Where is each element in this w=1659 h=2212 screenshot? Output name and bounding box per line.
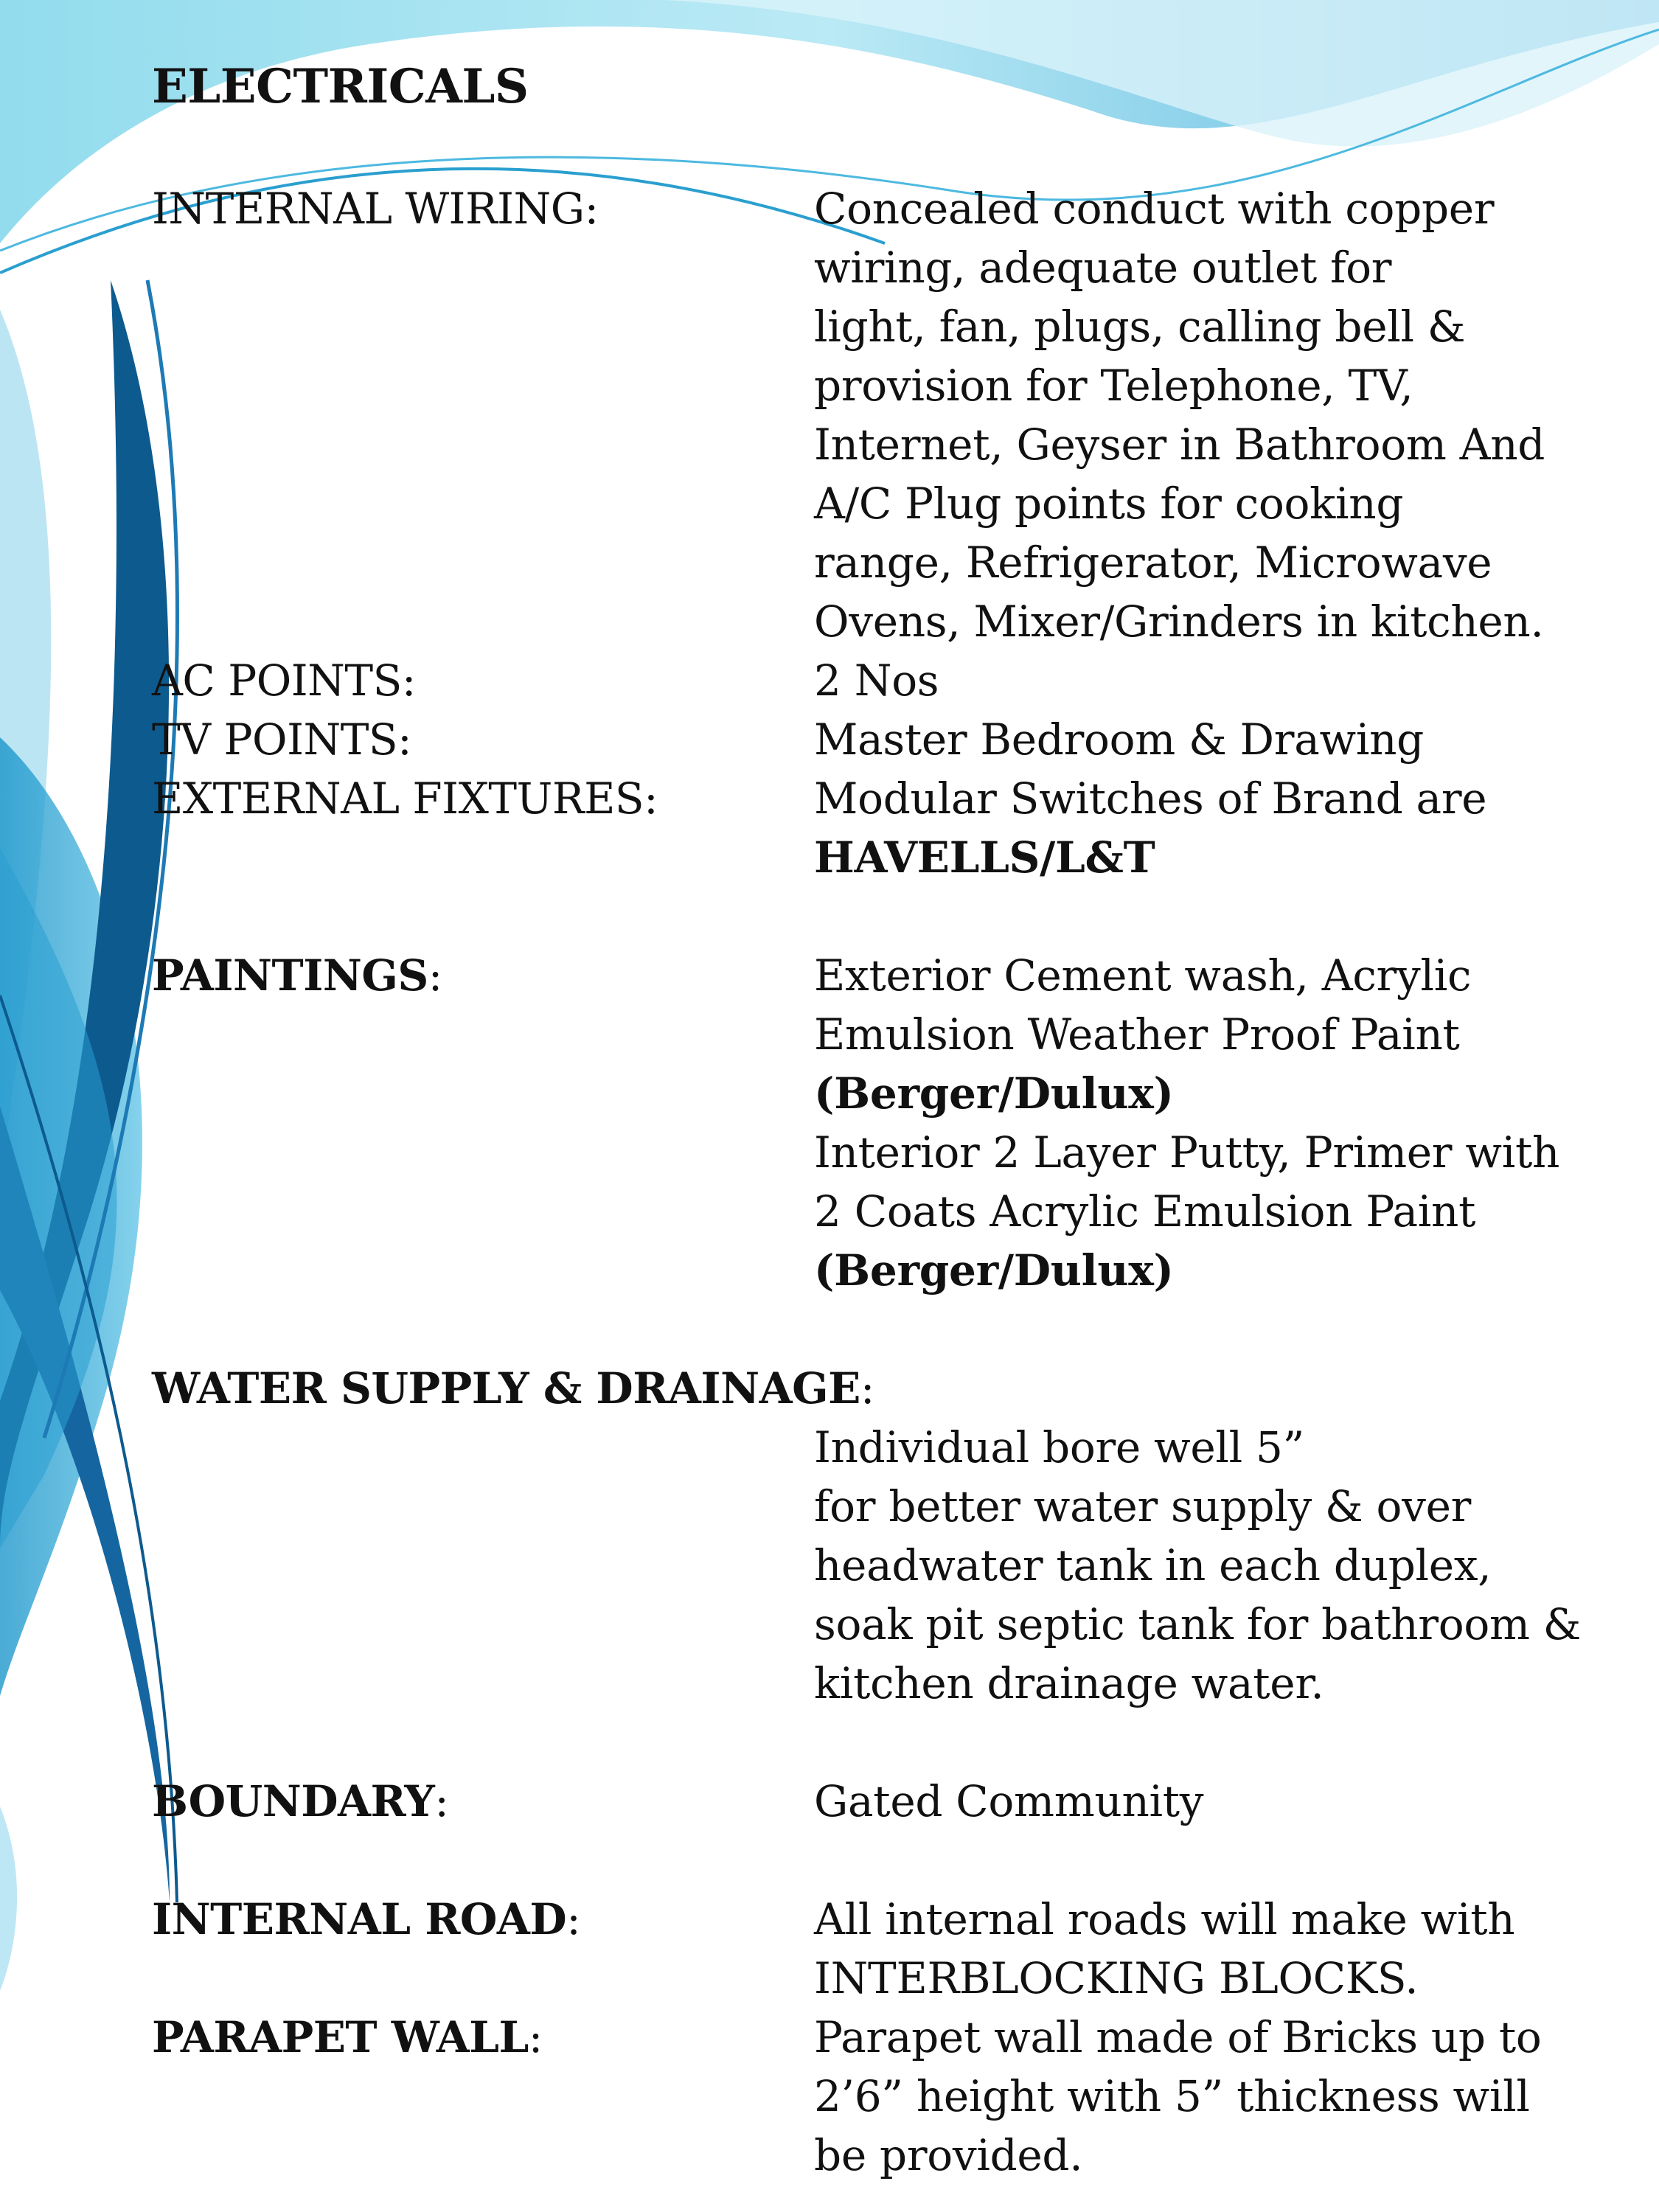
ac-points-value: 2 Nos	[814, 655, 939, 706]
left-wave-faint	[0, 1806, 17, 1991]
water-supply-line: soak pit septic tank for bathroom &	[814, 1599, 1582, 1649]
paintings-exterior-line: Emulsion Weather Proof Paint	[814, 1009, 1460, 1060]
internal-wiring-value	[814, 179, 1545, 651]
water-supply-label-text: WATER SUPPLY & DRAINAGE	[152, 1363, 860, 1413]
external-fixtures-label: EXTERNAL FIXTURES:	[152, 773, 658, 824]
tv-points-value: Master Bedroom & Drawing	[814, 714, 1424, 765]
boundary-colon: :	[434, 1776, 449, 1826]
internal-road-label-text: INTERNAL ROAD	[152, 1894, 567, 1944]
water-supply-line: kitchen drainage water.	[814, 1658, 1324, 1708]
boundary-value: Gated Community	[814, 1776, 1204, 1826]
parapet-wall-line: 2’6” height with 5” thickness will	[814, 2071, 1530, 2121]
ac-points-label: AC POINTS:	[152, 655, 416, 706]
paintings-colon: :	[428, 950, 442, 1001]
internal-wiring-label: INTERNAL WIRING:	[152, 184, 599, 234]
internal-road-colon: :	[566, 1894, 581, 1944]
paintings-exterior-brand: (Berger/Dulux)	[814, 1068, 1174, 1119]
internal-wiring-line: range, Refrigerator, Microwave	[814, 538, 1492, 588]
water-supply-line: for better water supply & over	[814, 1481, 1472, 1531]
boundary-label-text: BOUNDARY	[152, 1776, 435, 1826]
water-supply-line: Individual bore well 5”	[814, 1422, 1304, 1472]
internal-wiring-line: Internet, Geyser in Bathroom And	[814, 420, 1545, 470]
internal-wiring-line: Concealed conduct with copper	[814, 184, 1495, 234]
external-fixtures-value	[814, 769, 1486, 887]
external-fixtures-brand: HAVELLS/L&T	[814, 832, 1155, 883]
water-supply-value	[814, 1418, 1581, 1713]
parapet-wall-colon: :	[528, 2012, 543, 2062]
parapet-wall-label-text: PARAPET WALL	[152, 2012, 529, 2062]
water-supply-colon: :	[860, 1363, 874, 1413]
external-fixtures-text: Modular Switches of Brand are	[814, 773, 1487, 824]
water-supply-label	[152, 1359, 874, 1418]
paintings-interior-line: Interior 2 Layer Putty, Primer with	[814, 1127, 1560, 1178]
paintings-value	[814, 946, 1559, 1300]
section-heading-electricals: ELECTRICALS	[152, 59, 529, 114]
paintings-interior-brand: (Berger/Dulux)	[814, 1245, 1174, 1295]
parapet-wall-line: Parapet wall made of Bricks up to	[814, 2012, 1542, 2062]
internal-wiring-line: wiring, adequate outlet for	[814, 243, 1392, 293]
boundary-label	[152, 1772, 448, 1831]
parapet-wall-value	[814, 2008, 1542, 2185]
parapet-wall-label	[152, 2008, 543, 2067]
water-supply-line: headwater tank in each duplex,	[814, 1540, 1492, 1590]
internal-wiring-line: A/C Plug points for cooking	[814, 479, 1404, 529]
internal-road-line: All internal roads will make with	[814, 1894, 1515, 1944]
paintings-exterior-line: Exterior Cement wash, Acrylic	[814, 950, 1472, 1001]
tv-points-label: TV POINTS:	[152, 714, 412, 765]
paintings-label-text: PAINTINGS	[152, 950, 428, 1001]
internal-wiring-line: Ovens, Mixer/Grinders in kitchen.	[814, 597, 1544, 647]
internal-road-line: INTERBLOCKING BLOCKS.	[814, 1953, 1419, 2003]
internal-wiring-line: provision for Telephone, TV,	[814, 361, 1413, 411]
paintings-label	[152, 946, 442, 1005]
parapet-wall-line: be provided.	[814, 2130, 1083, 2180]
paintings-interior-line: 2 Coats Acrylic Emulsion Paint	[814, 1186, 1476, 1237]
internal-wiring-line: light, fan, plugs, calling bell &	[814, 302, 1466, 352]
internal-road-label	[152, 1890, 580, 1949]
internal-road-value	[814, 1890, 1514, 2008]
